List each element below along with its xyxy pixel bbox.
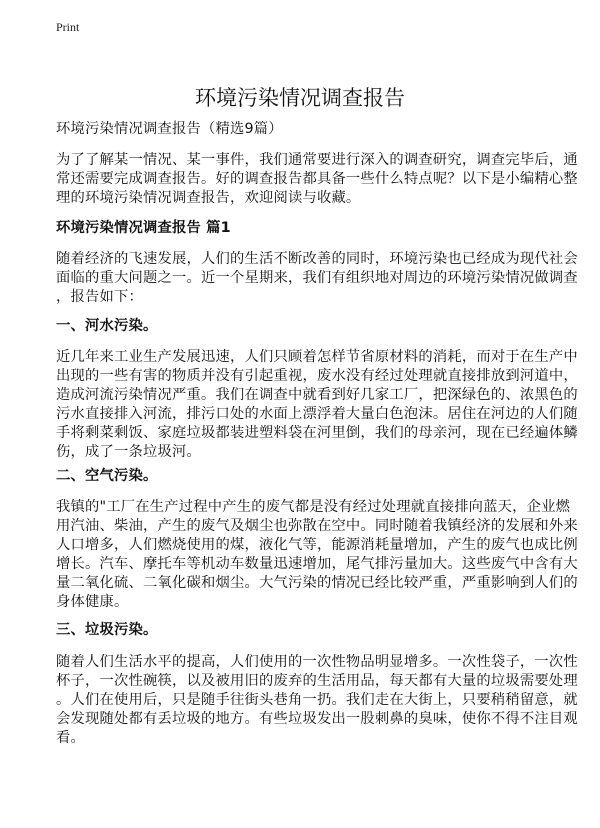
text-line: 增长。汽车、摩托车等机动车数量迅速增加，尾气排污量加大。这些废气中含有大 <box>56 556 578 572</box>
text-line: 随着人们生活水平的提高，人们使用的一次性物品明显增多。一次性袋子，一次性 <box>56 654 578 670</box>
heading-water-pollution: 一、河水污染。 <box>56 318 158 334</box>
intro-paragraph <box>56 151 578 208</box>
text-line: 出现的一些有害的物质并没有引起重视，废水没有经过处理就直接排放到河道中， <box>56 368 578 384</box>
text-line: 理的环境污染情况调查报告，欢迎阅读与收藏。 <box>56 190 361 206</box>
text-line: 身体健康。 <box>56 594 129 610</box>
garbage-pollution-paragraph <box>56 653 578 748</box>
text-line: 手将剩菜剩饭、家庭垃圾都装进塑料袋在河里倒，我们的母亲河，现在已经遍体鳞 <box>56 425 578 441</box>
text-line: 造成河流污染情况严重。我们在调查中就看到好几家工厂，把深绿色的、浓黑色的 <box>56 387 578 403</box>
heading-garbage-pollution: 三、垃圾污染。 <box>56 622 158 638</box>
text-line: 近几年来工业生产发展迅速，人们只顾着怎样节省原材料的消耗，而对于在生产中 <box>56 349 578 365</box>
heading-air-pollution: 二、空气污染。 <box>56 468 158 484</box>
text-line: 伤，成了一条垃圾河。 <box>56 444 201 460</box>
water-pollution-paragraph <box>56 348 578 462</box>
text-line: 看。 <box>56 730 85 746</box>
text-line: 量二氧化硫、二氧化碳和烟尘。大气污染的情况已经比较严重，严重影响到人们的 <box>56 575 578 591</box>
text-line: 污水直接排入河流，排污口处的水面上漂浮着大量白色泡沫。居住在河边的人们随 <box>56 406 578 422</box>
text-line: 随着经济的飞速发展，人们的生活不断改善的同时，环境污染也已经成为现代社会 <box>56 251 578 267</box>
page-title: 环境污染情况调查报告 <box>195 86 405 110</box>
text-line: 。人们在使用后，只是随手往街头巷角一扔。我们走在大街上，只要稍稍留意，就 <box>56 692 578 708</box>
air-pollution-paragraph <box>56 498 578 612</box>
text-line: 常还需要完成调查报告。好的调查报告都具备一些什么特点呢？以下是小编精心整 <box>56 171 578 187</box>
text-line: 人口增多，人们燃烧使用的煤，液化气等，能源消耗量增加，产生的废气也成比例 <box>56 537 578 553</box>
text-line: 我镇的"工厂在生产过程中产生的废气都是没有经过处理就直接排向蓝天，企业燃 <box>56 499 571 515</box>
section-intro-paragraph <box>56 250 578 307</box>
print-link[interactable]: Print <box>56 20 80 34</box>
subtitle: 环境污染情况调查报告（精选9篇） <box>56 121 283 137</box>
text-line: 为了了解某一情况、某一事件，我们通常要进行深入的调查研究，调查完毕后，通 <box>56 152 578 168</box>
text-line: 杯子，一次性碗筷，以及被用旧的废弃的生活用品，每天都有大量的垃圾需要处理 <box>56 673 578 689</box>
text-line: 会发现随处都有丢垃圾的地方。有些垃圾发出一股刺鼻的臭味，使你不得不注目观 <box>56 711 578 727</box>
text-line: 用汽油、柴油，产生的废气及烟尘也弥散在空中。同时随着我镇经济的发展和外来 <box>56 518 578 534</box>
text-line: 面临的重大问题之一。近一个星期来，我们有组织地对周边的环境污染情况做调查 <box>56 270 578 286</box>
section-heading: 环境污染情况调查报告 篇1 <box>56 220 231 236</box>
text-line: ，报告如下： <box>56 289 143 305</box>
